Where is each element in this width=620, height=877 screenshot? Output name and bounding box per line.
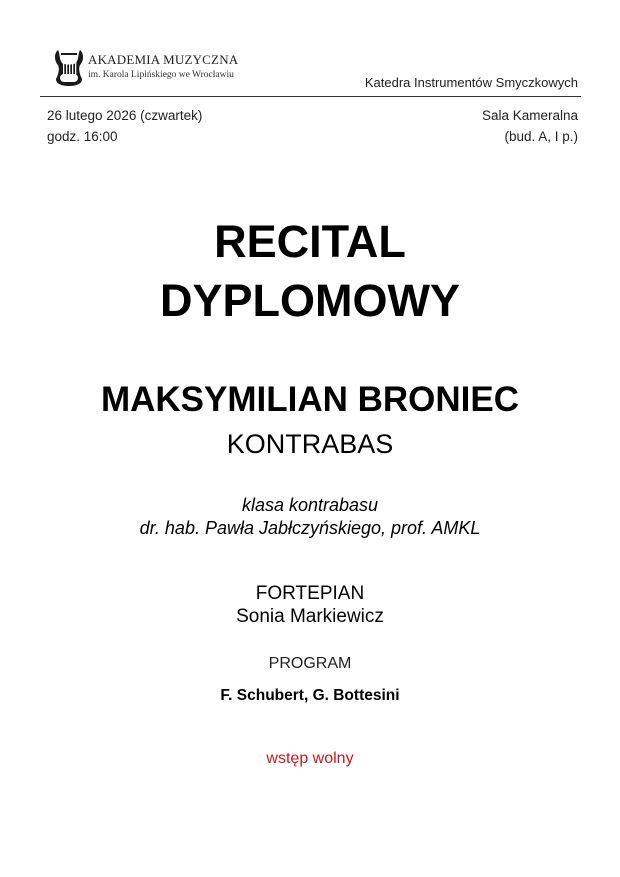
accompanist — [0, 582, 620, 628]
page-title — [0, 212, 620, 330]
admission-note: wstęp wolny — [266, 750, 354, 767]
class-info — [0, 494, 620, 540]
venue-detail: (bud. A, I p.) — [504, 129, 578, 144]
department: Katedra Instrumentów Smyczkowych — [364, 75, 578, 90]
accompanist-role: FORTEPIAN — [255, 583, 365, 604]
header-divider — [40, 96, 581, 97]
venue-name: Sala Kameralna — [481, 108, 578, 123]
accompanist-name: Sonia Markiewicz — [236, 606, 384, 627]
event-datetime — [47, 105, 202, 147]
program-label: PROGRAM — [268, 655, 352, 672]
class-line-2: dr. hab. Pawła Jabłczyńskiego, prof. AMKL — [139, 518, 481, 538]
lyre-icon — [52, 47, 86, 87]
performer-instrument: KONTRABAS — [226, 429, 394, 459]
event-time: godz. 16:00 — [47, 129, 118, 144]
academy-name: AKADEMIA MUZYCZNA — [88, 52, 239, 67]
title-line-2: DYPLOMOWY — [160, 275, 460, 326]
title-line-1: RECITAL — [214, 216, 406, 267]
event-date: 26 lutego 2026 (czwartek) — [47, 108, 203, 123]
academy-subtitle: im. Karola Lipińskiego we Wrocławiu — [88, 70, 234, 80]
event-venue — [482, 105, 578, 147]
class-line-1: klasa kontrabasu — [241, 495, 379, 515]
performer-name: MAKSYMILIAN BRONIEC — [100, 380, 520, 419]
program-composers: F. Schubert, G. Bottesini — [220, 687, 400, 704]
